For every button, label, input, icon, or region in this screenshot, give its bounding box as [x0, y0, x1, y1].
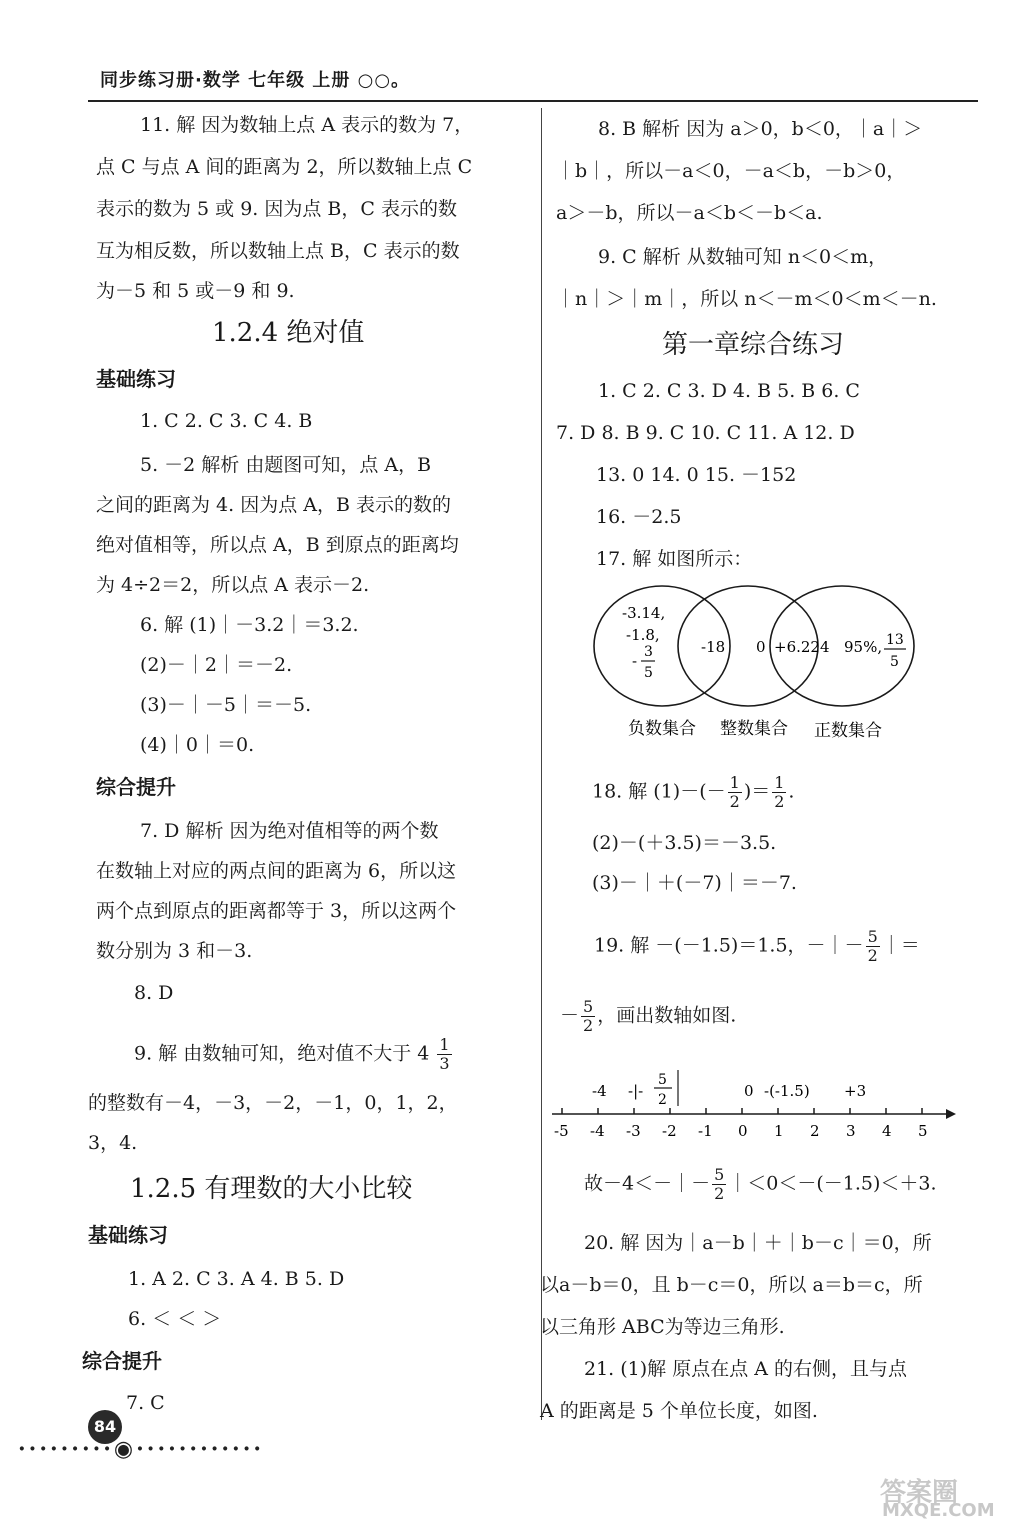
q11-line: 互为相反数，所以数轴上点 B，C 表示的数: [96, 240, 460, 262]
q5-line: 绝对值相等，所以点 A，B 到原点的距离均: [96, 534, 459, 556]
fraction-denominator: 2: [774, 792, 785, 811]
watermark-url: MXQE.COM: [882, 1500, 995, 1521]
point-label: -4: [592, 1082, 607, 1100]
q20-line: 以a－b＝0，且 b－c＝0，所以 a＝b＝c，所: [540, 1274, 923, 1296]
q6-line: (3)－｜－5｜＝－5.: [140, 694, 312, 716]
q19-text: ，画出数轴如图.: [597, 1004, 737, 1027]
subsection-advanced-2: 综合提升: [82, 1349, 162, 1373]
q9-line: [134, 1036, 454, 1073]
q11-line: 11. 解 因为数轴上点 A 表示的数为 7，: [140, 114, 474, 136]
venn-item: -: [632, 652, 638, 670]
q21-line: 21. (1)解 原点在点 A 的右侧，且与点: [584, 1358, 908, 1380]
q11-line: 表示的数为 5 或 9. 因为点 B，C 表示的数: [96, 198, 457, 220]
venn-item: 0: [756, 638, 766, 656]
answers-row: 7. D 8. B 9. C 10. C 11. A 12. D: [556, 422, 855, 444]
q18-text: .: [788, 780, 795, 803]
chapter-review-title: 第一章综合练习: [662, 330, 845, 360]
fraction-numerator: 5: [867, 927, 878, 946]
fraction: [728, 774, 742, 811]
number-line-tick-label: -1: [698, 1122, 713, 1140]
subsection-basic-2: 基础练习: [88, 1223, 168, 1247]
q20-line: 20. 解 因为｜a－b｜＋｜b－c｜＝0，所: [584, 1232, 932, 1254]
fraction-numerator: 1: [774, 773, 785, 792]
venn-item: -3.14,: [622, 604, 666, 622]
q19-line: [594, 928, 920, 965]
q6-line: (4)｜0｜＝0.: [140, 734, 255, 756]
page-number: 84: [88, 1410, 122, 1444]
q5-line: 为 4÷2＝2，所以点 A 表示－2.: [96, 574, 370, 596]
q18-line: (2)－(＋3.5)＝－3.5.: [592, 832, 777, 854]
q7-line: 数分别为 3 和－3.: [96, 940, 253, 962]
number-line-tick-label: -5: [554, 1122, 569, 1140]
fraction-denominator: 2: [658, 1092, 667, 1108]
q19-text: 19. 解 －(－1.5)＝1.5，－｜－: [594, 934, 864, 957]
header-rule: [88, 100, 978, 102]
q18-text: 18. 解 (1)－(－: [592, 780, 726, 803]
q9-line: 3，4.: [88, 1132, 138, 1154]
fraction-denominator: 2: [714, 1184, 725, 1203]
q5-line: 5. －2 解析 由题图可知，点 A，B: [140, 454, 432, 476]
fraction-denominator: 5: [644, 665, 653, 681]
arrow-icon: [946, 1109, 956, 1119]
q19-text: ｜＜0＜－(－1.5)＜＋3.: [728, 1172, 937, 1195]
q21-line: A 的距离是 5 个单位长度，如图.: [540, 1400, 818, 1422]
venn-diagram: [588, 584, 928, 754]
point-label: -(-1.5): [764, 1082, 810, 1100]
fraction-numerator: 13: [886, 632, 904, 648]
venn-item: 95%,: [844, 638, 883, 656]
fraction-numerator: 1: [439, 1035, 450, 1054]
q7-line: 7. D 解析 因为绝对值相等的两个数: [140, 820, 439, 842]
fraction: [866, 928, 880, 965]
answers-row: 16. －2.5: [596, 506, 682, 528]
fraction-denominator: 2: [867, 946, 878, 965]
answers-1-4: 1. C 2. C 3. C 4. B: [140, 410, 313, 432]
q7-answer: 7. C: [126, 1392, 165, 1414]
q18-line: [592, 774, 794, 811]
fraction-denominator: 5: [890, 654, 899, 670]
answers-row: 13. 0 14. 0 15. －152: [596, 464, 797, 486]
fraction-numerator: 5: [714, 1165, 725, 1184]
fraction-numerator: 3: [644, 644, 653, 660]
q9-text: 9. 解 由数轴可知，绝对值不大于 4: [134, 1042, 430, 1065]
fraction: [712, 1166, 726, 1203]
q19-line: [560, 998, 736, 1035]
q9-line: 9. C 解析 从数轴可知 n＜0＜m，: [598, 246, 888, 268]
number-line-tick-label: -3: [626, 1122, 641, 1140]
subsection-advanced-1: 综合提升: [96, 775, 176, 799]
fraction-numerator: 5: [658, 1072, 667, 1088]
fraction: [772, 774, 786, 811]
q6-line: (2)－｜2｜＝－2.: [140, 654, 293, 676]
number-line-ticks: [554, 1108, 928, 1140]
q8-line: 8. B 解析 因为 a＞0，b＜0，｜a｜＞: [598, 118, 923, 140]
number-line-tick-label: 5: [918, 1122, 928, 1140]
footer-dots: ·········◉············: [18, 1436, 265, 1462]
q9-line: 的整数有－4，－3，－2，－1，0，1，2，: [88, 1092, 458, 1114]
fraction-numerator: 5: [583, 997, 594, 1016]
q6-line: 6. 解 (1)｜－3.2｜＝3.2.: [140, 614, 359, 636]
number-line-tick-label: 1: [774, 1122, 784, 1140]
q8-answer: 8. D: [134, 982, 174, 1004]
q17-line: 17. 解 如图所示：: [596, 548, 753, 570]
number-line-tick-label: 2: [810, 1122, 820, 1140]
q5-line: 之间的距离为 4. 因为点 A，B 表示的数的: [96, 494, 451, 516]
fraction-denominator: 2: [729, 792, 740, 811]
number-line: [548, 1054, 958, 1144]
watermark: 答案圈: [880, 1478, 959, 1508]
venn-label: 正数集合: [814, 721, 882, 741]
venn-label: 整数集合: [720, 719, 788, 739]
venn-item: -18: [701, 638, 726, 656]
q8-line: ｜b｜，所以－a＜0，－a＜b，－b＞0，: [556, 160, 906, 182]
q7-line: 在数轴上对应的两点间的距离为 6，所以这: [96, 860, 457, 882]
q8-line: a＞－b，所以－a＜b＜－b＜a.: [556, 202, 823, 224]
q19-conclusion: [584, 1166, 937, 1203]
q11-line: 点 C 与点 A 间的距离为 2，所以数轴上点 C: [96, 156, 473, 178]
point-label: +3: [844, 1082, 867, 1100]
page-header-title: 同步练习册·数学 七年级 上册 ○○。: [100, 70, 411, 91]
q19-text: －: [560, 1004, 580, 1027]
answers-1-5: 1. A 2. C 3. A 4. B 5. D: [128, 1268, 345, 1290]
venn-label: 负数集合: [628, 719, 696, 739]
column-divider: [541, 108, 542, 1420]
number-line-tick-label: -4: [590, 1122, 605, 1140]
section-title-1-2-4: 1.2.4 绝对值: [212, 318, 365, 348]
fraction-denominator: 3: [439, 1054, 450, 1073]
point-label: -|-: [628, 1082, 644, 1100]
q9-line: ｜n｜＞｜m｜，所以 n＜－m＜0＜m＜－n.: [556, 288, 937, 310]
number-line-tick-label: 0: [738, 1122, 748, 1140]
venn-item: +6.224: [774, 638, 830, 656]
fraction-numerator: 1: [729, 773, 740, 792]
answers-row: 1. C 2. C 3. D 4. B 5. B 6. C: [598, 380, 860, 402]
section-title-1-2-5: 1.2.5 有理数的大小比较: [130, 1174, 413, 1204]
number-line-tick-label: -2: [662, 1122, 677, 1140]
fraction: [581, 998, 595, 1035]
number-line-tick-label: 3: [846, 1122, 856, 1140]
q6-answer: 6. ＜ ＜ ＞: [128, 1308, 222, 1330]
q18-text: )＝: [743, 780, 771, 803]
fraction: [437, 1036, 451, 1073]
q19-text: 故－4＜－｜－: [584, 1172, 711, 1195]
venn-item: -1.8,: [626, 626, 660, 644]
q18-line: (3)－｜＋(－7)｜＝－7.: [592, 872, 797, 894]
subsection-basic-1: 基础练习: [96, 367, 176, 391]
fraction-denominator: 2: [583, 1016, 594, 1035]
number-line-tick-label: 4: [882, 1122, 892, 1140]
q20-line: 以三角形 ABC为等边三角形.: [540, 1316, 785, 1338]
q19-text: ｜＝: [881, 934, 920, 957]
point-label: 0: [744, 1082, 754, 1100]
q11-line: 为－5 和 5 或－9 和 9.: [96, 280, 295, 302]
q7-line: 两个点到原点的距离都等于 3，所以这两个: [96, 900, 457, 922]
